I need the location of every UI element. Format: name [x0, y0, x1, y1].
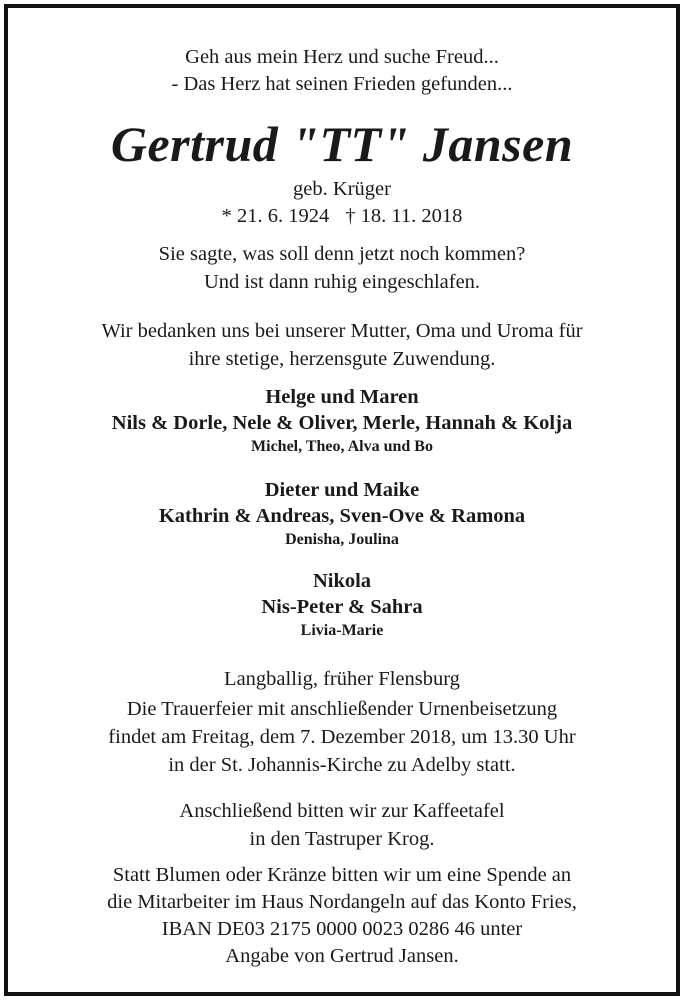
life-dates [8, 203, 676, 229]
family-children: Kathrin & Andreas, Sven-Ove & Ramona [158, 505, 526, 527]
obituary-content [8, 8, 676, 992]
family-children: Nils & Dorle, Nele & Oliver, Merle, Hannah & Kolja [111, 412, 573, 434]
donation-line-4: Angabe von Gertrud Jansen. [225, 945, 459, 967]
donation-info [8, 862, 676, 970]
donation-line-2: die Mitarbeiter im Haus Nordangeln auf das Konto Fries, [107, 891, 577, 913]
obituary-frame [4, 4, 680, 996]
reception-info [8, 797, 676, 853]
deceased-name: Gertrud "TT" Jansen [110, 116, 574, 172]
birth-date: * 21. 6. 1924 [221, 205, 330, 227]
death-date: † 18. 11. 2018 [345, 205, 463, 227]
service-line-2: findet am Freitag, dem 7. Dezember 2018, um 13.30 Uhr [108, 726, 576, 748]
family-group-2 [8, 477, 676, 551]
quote [8, 240, 676, 296]
reception-line-1: Anschließend bitten wir zur Kaffeetafel [179, 800, 505, 822]
thanks-line-1: Wir bedanken uns bei unserer Mutter, Oma und Uroma für [101, 320, 583, 342]
family-main: Nikola [312, 570, 372, 592]
quote-line-2: Und ist dann ruhig eingeschlafen. [203, 271, 481, 293]
thanks-line-2: ihre stetige, herzensgute Zuwendung. [188, 348, 496, 370]
reception-line-2: in den Tastruper Krog. [249, 828, 435, 850]
family-children: Nis-Peter & Sahra [261, 596, 423, 618]
quote-line-1: Sie sagte, was soll denn jetzt noch kommen? [158, 243, 526, 265]
donation-line-3: IBAN DE03 2175 0000 0023 0286 46 unter [161, 918, 523, 940]
poem-line-1: Geh aus mein Herz und suche Freud... [185, 46, 499, 68]
family-grandchildren: Michel, Theo, Alva und Bo [251, 438, 433, 455]
thanks [8, 317, 676, 373]
service-line-3: in der St. Johannis-Kirche zu Adelby statt. [168, 754, 516, 776]
donation-line-1: Statt Blumen oder Kränze bitten wir um eine Spende an [112, 864, 572, 886]
family-main: Dieter und Maike [264, 479, 420, 501]
family-group-1 [8, 384, 676, 458]
poem [8, 44, 676, 98]
poem-line-2: - Das Herz hat seinen Frieden gefunden... [171, 73, 513, 95]
service-line-1: Die Trauerfeier mit anschließender Urnenbeisetzung [126, 698, 558, 720]
service-info [8, 695, 676, 779]
family-main: Helge und Maren [265, 386, 419, 408]
family-grandchildren: Denisha, Joulina [285, 531, 399, 548]
family-grandchildren: Livia-Marie [300, 622, 384, 639]
born-name: geb. Krüger [293, 178, 391, 200]
place: Langballig, früher Flensburg [224, 668, 460, 690]
family-group-3 [8, 568, 676, 642]
